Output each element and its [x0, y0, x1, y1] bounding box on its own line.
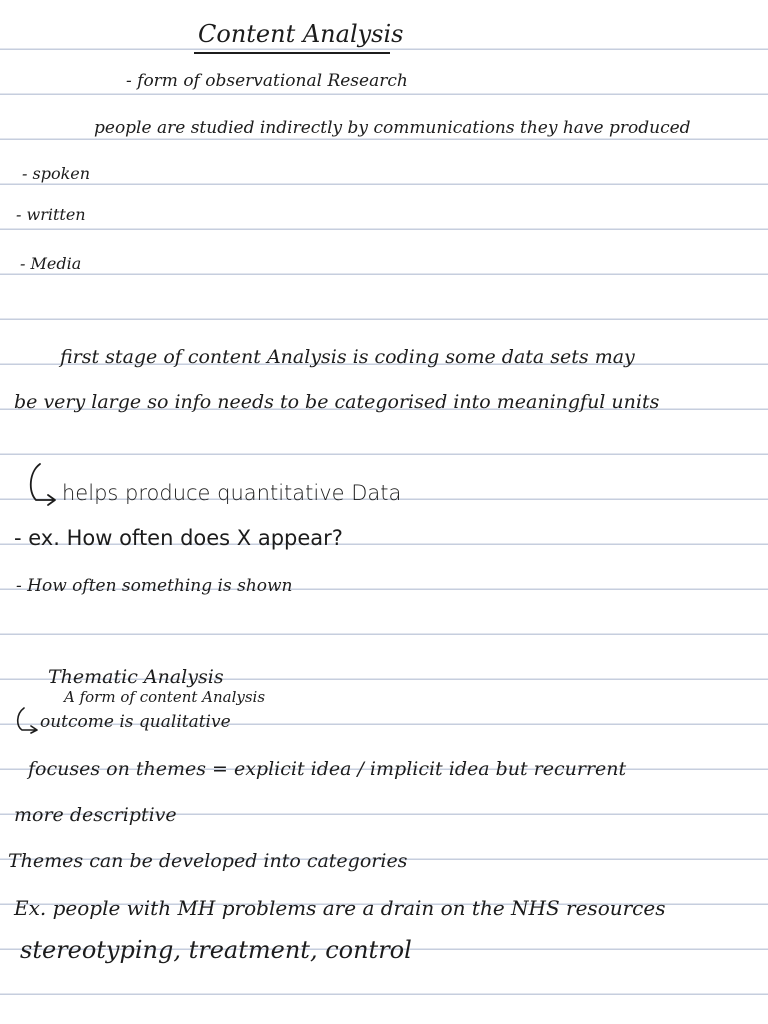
keywords-line: stereotyping, treatment, control [20, 936, 412, 964]
list-item: - Media [20, 254, 82, 273]
intro-text: people are studied indirectly by communications they have produced [94, 118, 691, 138]
curved-arrow-icon [26, 462, 60, 508]
curved-arrow-icon [14, 706, 40, 734]
thematic-outcome: outcome is qualitative [40, 712, 231, 732]
thematic-subtitle: A form of content Analysis [64, 688, 266, 706]
list-item: - written [16, 205, 86, 224]
descriptive-line: more descriptive [14, 804, 177, 826]
coding-text-line1: first stage of content Analysis is coding some data sets may [60, 346, 635, 368]
quantitative-note: helps produce quantitative Data [62, 481, 402, 505]
coding-text-line2: be very large so info needs to be categorised into meaningful units [14, 391, 660, 413]
page-title: Content Analysis [198, 20, 404, 48]
example-line: - ex. How often does X appear? [14, 526, 343, 550]
list-item: - spoken [22, 164, 91, 183]
focuses-line: focuses on themes = explicit idea / implicit idea but recurrent [28, 758, 627, 780]
subtitle: - form of observational Research [126, 71, 408, 91]
title-underline [194, 52, 390, 54]
section-heading-thematic: Thematic Analysis [48, 666, 224, 688]
example-line: - How often something is shown [16, 576, 293, 596]
categories-line: Themes can be developed into categories [8, 850, 408, 872]
example-line: Ex. people with MH problems are a drain on the NHS resources [14, 896, 666, 920]
